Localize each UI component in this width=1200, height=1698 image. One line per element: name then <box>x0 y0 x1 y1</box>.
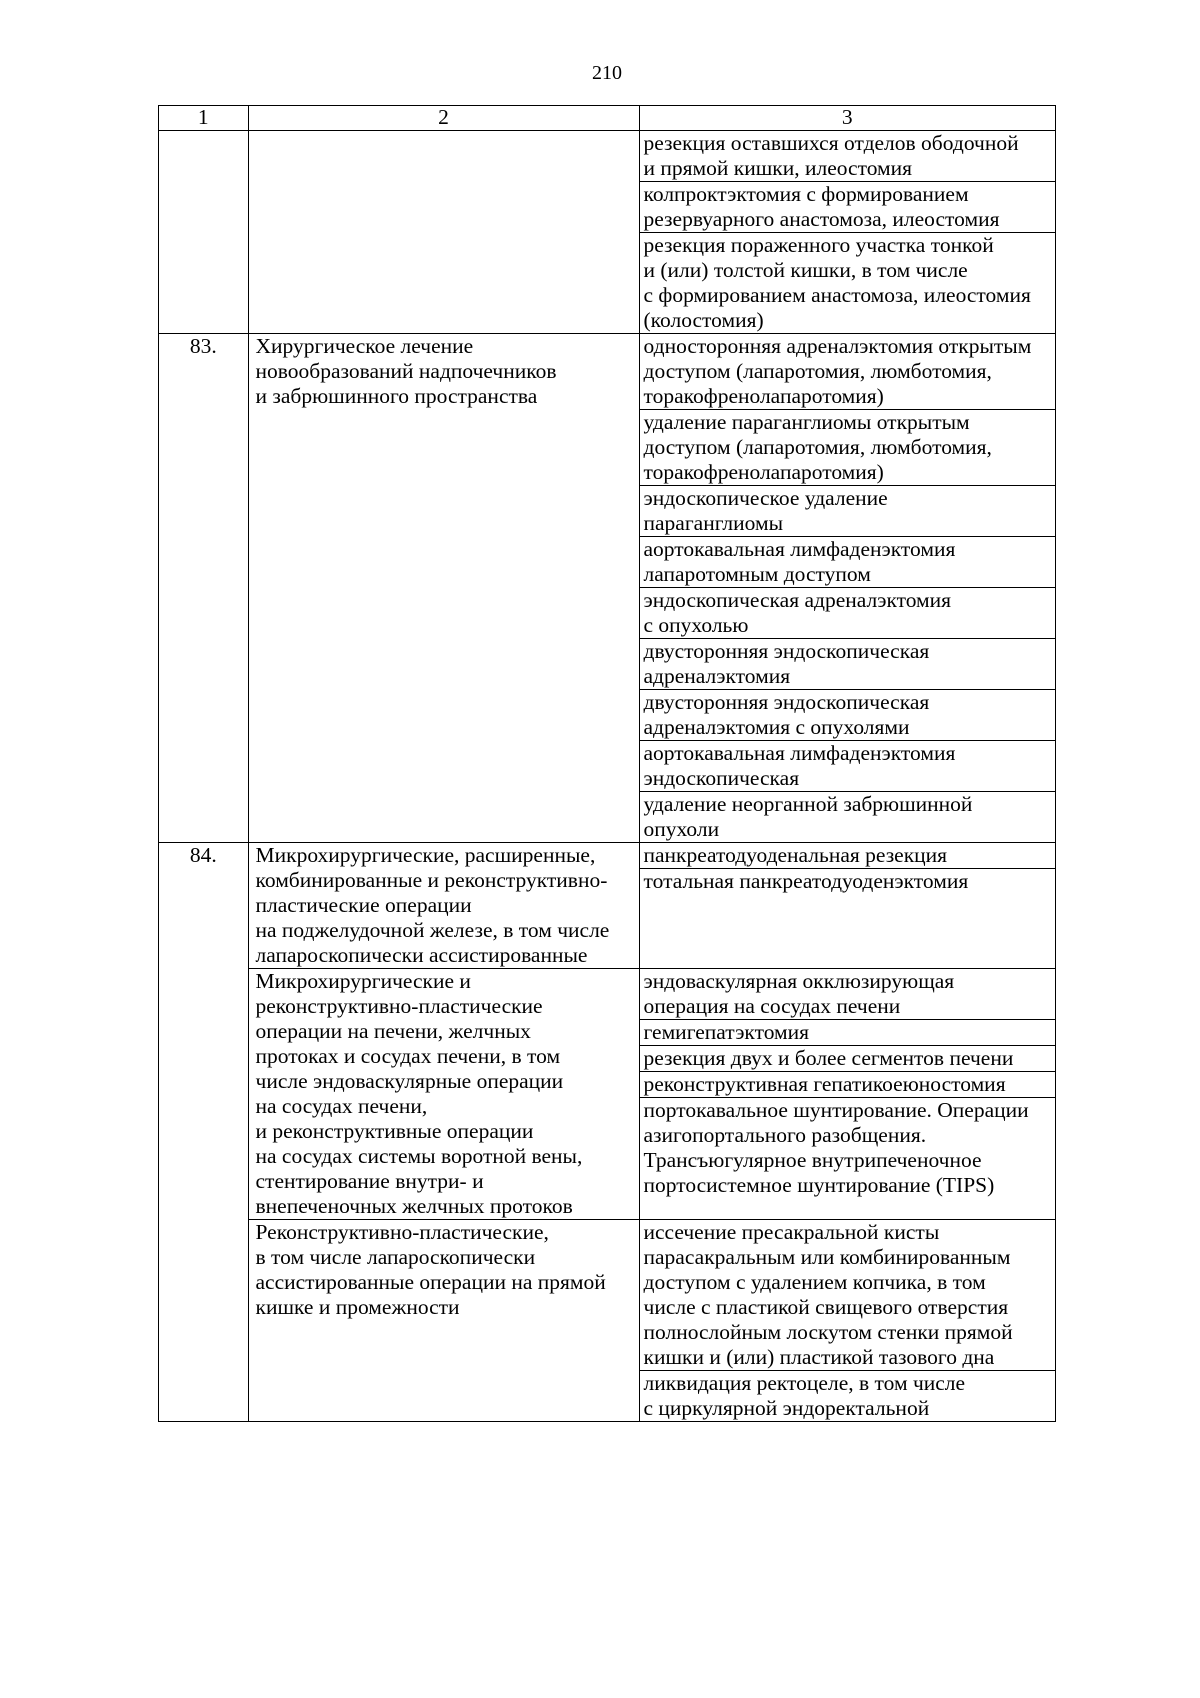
treatment-method: резекция оставшихся отделов ободочной и прямой кишки, илеостомия <box>640 131 1056 182</box>
treatment-method: колпроктэктомия с формированием резервуарного анастомоза, илеостомия <box>640 182 1056 233</box>
treatment-method: аортокавальная лимфаденэктомия эндоскопическая <box>640 741 1056 792</box>
table-section <box>249 969 1056 1220</box>
table-row <box>159 334 1055 843</box>
treatment-method: тотальная панкреатодуоденэктомия <box>643 869 969 893</box>
treatment-method: гемигепатэктомия <box>640 1020 1056 1046</box>
treatment-method: резекция пораженного участка тонкой и (или) толстой кишки, в том числе с формированием анастомоза, илеостомия (колостомия) <box>643 233 1031 332</box>
table-section <box>249 334 1056 842</box>
row-sections <box>249 131 1056 333</box>
row-number <box>159 131 249 333</box>
procedure-group-name: Микрохирургические, расширенные, комбинированные и реконструктивно- пластические операции на поджелудочной железе, в том числе лапароскопически ассистированные <box>249 843 640 968</box>
treatment-methods <box>640 843 1056 968</box>
table-header-row <box>159 106 1055 131</box>
table-row <box>159 131 1055 334</box>
procedure-group-name: Хирургическое лечение новообразований надпочечников и забрюшинного пространства <box>249 334 640 842</box>
treatment-method: удаление параганглиомы открытым доступом (лапаротомия, люмботомия, торакофренолапаротомия) <box>640 410 1056 486</box>
treatment-method: эндоскопическая адреналэктомия с опухолью <box>640 588 1056 639</box>
procedure-group-name: Микрохирургические и реконструктивно-пластические операции на печени, желчных протоках и сосудах печени, в том числе эндоваскулярные операции на сосудах печени, и реконструктивные операции на сосудах системы воротной вены, стентирование внутри- и внепеченочных желчных протоков <box>249 969 640 1219</box>
treatment-methods <box>640 131 1056 333</box>
treatment-method: двусторонняя эндоскопическая адреналэктомия с опухолями <box>640 690 1056 741</box>
treatment-method: портокавальное шунтирование. Операции азигопортального разобщения. Трансъюгулярное внутрипеченочное портосистемное шунтирование (TIPS) <box>643 1098 1029 1197</box>
treatment-method: эндоваскулярная окклюзирующая операция на сосудах печени <box>640 969 1056 1020</box>
treatment-method: реконструктивная гепатикоеюностомия <box>640 1072 1056 1098</box>
table-body <box>159 131 1055 1422</box>
table-header-cell-1: 1 <box>159 106 249 130</box>
row-sections <box>249 334 1056 842</box>
treatment-methods <box>640 1220 1056 1421</box>
page-number: 210 <box>592 62 622 84</box>
treatment-method: удаление неорганной забрюшинной опухоли <box>643 792 973 841</box>
table-header-cell-3: 3 <box>841 105 853 129</box>
treatment-method: двусторонняя эндоскопическая адреналэктомия <box>640 639 1056 690</box>
treatment-method: резекция двух и более сегментов печени <box>640 1046 1056 1072</box>
treatment-method: эндоскопическое удаление параганглиомы <box>640 486 1056 537</box>
procedures-table <box>158 105 1056 1422</box>
table-row <box>159 843 1055 1422</box>
table-section <box>249 1220 1056 1421</box>
procedure-group-name <box>249 131 640 333</box>
row-number: 84. <box>159 843 249 1421</box>
treatment-methods <box>640 969 1056 1219</box>
treatment-method: аортокавальная лимфаденэктомия лапаротомным доступом <box>640 537 1056 588</box>
procedure-group-name: Реконструктивно-пластические, в том числе лапароскопически ассистированные операции на прямой кишке и промежности <box>249 1220 640 1421</box>
treatment-method: односторонняя адреналэктомия открытым доступом (лапаротомия, люмботомия, торакофренолапаротомия) <box>640 334 1056 410</box>
table-header-cell-2: 2 <box>249 106 640 130</box>
row-sections <box>249 843 1056 1421</box>
row-number: 83. <box>159 334 249 842</box>
table-section <box>249 131 1056 333</box>
treatment-method: иссечение пресакральной кисты парасакральным или комбинированным доступом с удалением копчика, в том числе с пластикой свищевого отверстия полнослойным лоскутом стенки прямой кишки и (или) пластикой тазового дна <box>640 1220 1056 1371</box>
treatment-method: панкреатодуоденальная резекция <box>640 843 1056 869</box>
treatment-method: ликвидация ректоцеле, в том числе с циркулярной эндоректальной <box>643 1371 966 1420</box>
treatment-methods <box>640 334 1056 842</box>
table-section <box>249 843 1056 969</box>
